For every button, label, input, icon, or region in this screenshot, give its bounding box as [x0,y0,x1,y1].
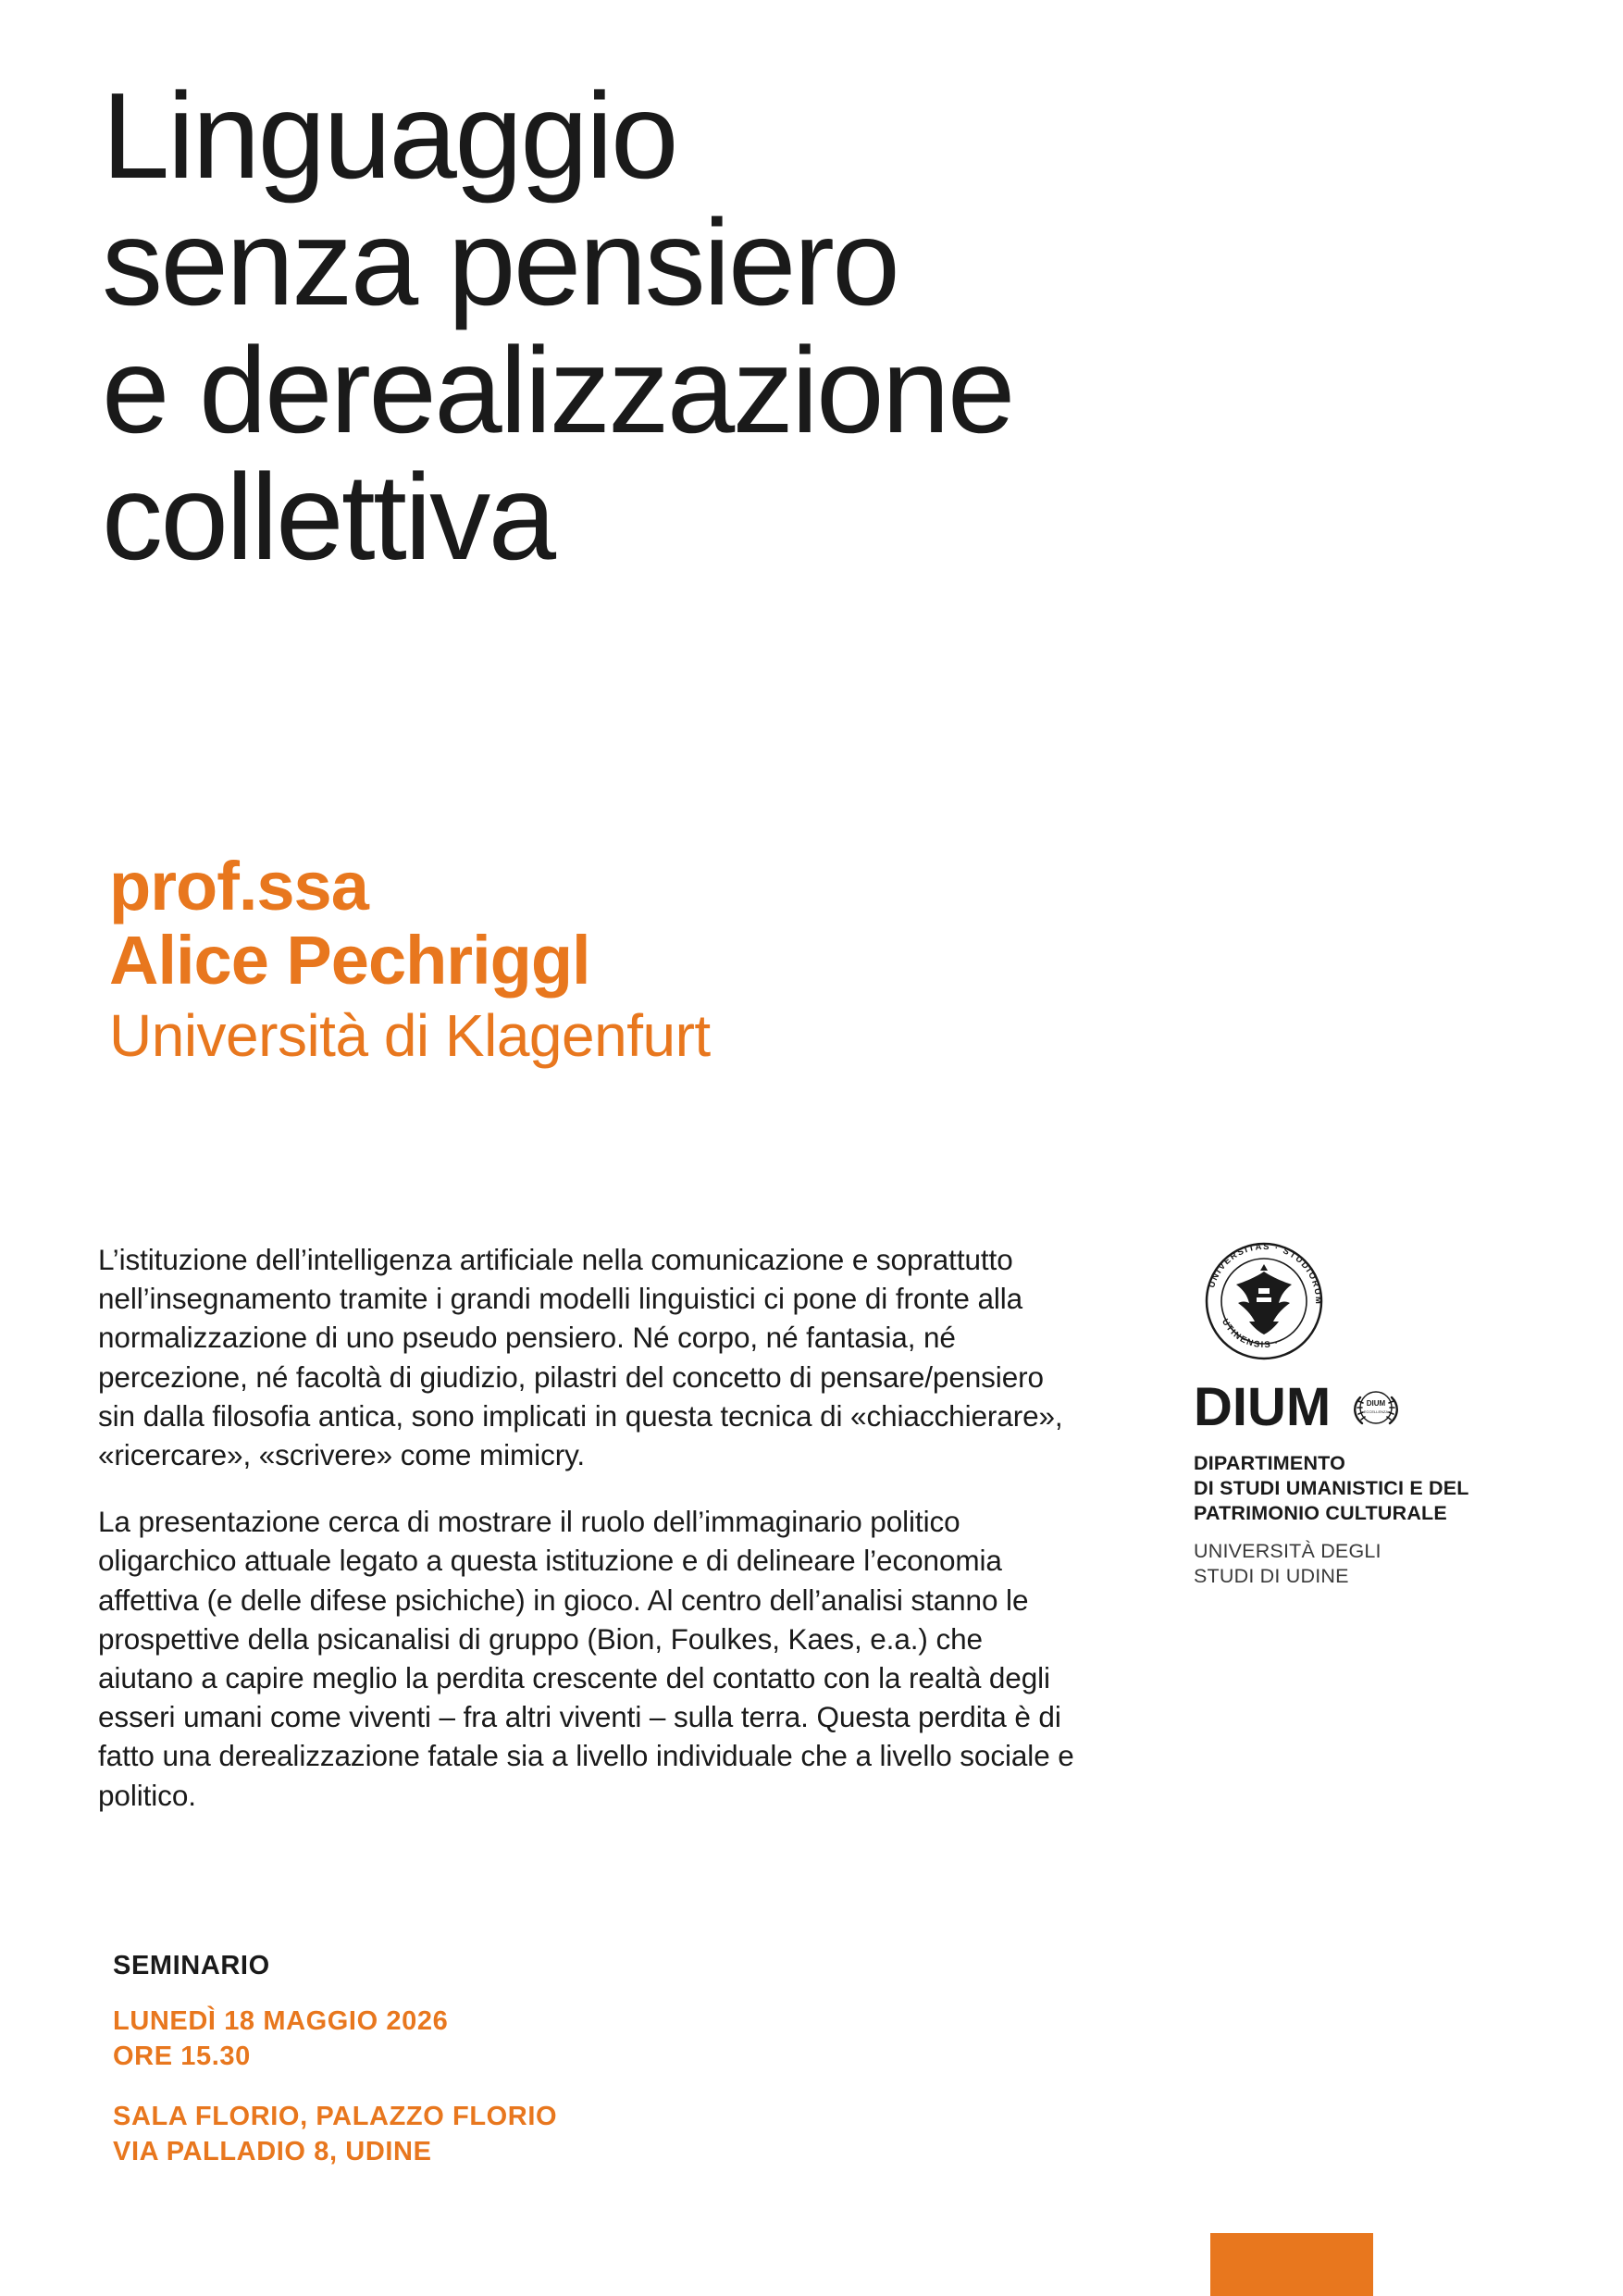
department-line-3: PATRIMONIO CULTURALE [1194,1502,1447,1525]
dium-acronym: DIUM [1194,1377,1332,1437]
abstract-paragraph-2: La presentazione cerca di mostrare il ruolo dell’immaginario politico oligarchico attuale legato a questa istituzione e di delineare l’economia affettiva (e delle difese psichiche) in gioco. Al centro dell’analisi stanno le prospettive della psicanalisi di gruppo (Bion, Foulkes, Kaes, e.a.) che aiutano a capire meglio la perdita crescente del contatto con la realtà degli esseri umani come viventi – fra altri viventi – sulla terra. Questa perdita è di fatto una derealizzazione fatale sia a livello individuale che a livello sociale e politico. [98,1505,1074,1812]
speaker-name: Alice Pechriggl [109,921,590,999]
dium-logo-row [1194,1379,1564,1436]
bottom-accent-mark [1210,2233,1373,2296]
abstract-text [98,1240,1079,1815]
event-time: ORE 15.30 [113,2042,251,2072]
event-address: VIA PALLADIO 8, UDINE [113,2136,432,2166]
event-date: LUNEDÌ 18 MAGGIO 2026 [113,2006,449,2036]
department-line-2: DI STUDI UMANISTICI E DEL [1194,1477,1469,1500]
speaker-role: prof.ssa [109,848,368,925]
dium-seal-icon [1347,1379,1405,1436]
event-type-label: SEMINARIO [113,1951,270,1980]
title-line-4: collettiva [102,448,554,585]
event-details [113,1951,1038,2169]
event-datetime [113,2004,1038,2075]
university-name [1194,1539,1564,1589]
svg-text:DIUM: DIUM [1366,1399,1386,1408]
event-venue: SALA FLORIO, PALAZZO FLORIO [113,2101,558,2131]
page-title [102,68,1508,585]
svg-text:ECCELLENZA: ECCELLENZA [1364,1409,1389,1414]
svg-text:UNIVERSITAS · STUDIORUM: UNIVERSITAS · STUDIORUM [1207,1241,1324,1306]
university-line-2: STUDI DI UDINE [1194,1565,1349,1588]
title-line-2: senza pensiero [102,194,898,331]
speaker-affiliation: Università di Klagenfurt [109,1001,711,1069]
university-line-1: UNIVERSITÀ DEGLI [1194,1540,1381,1563]
svg-text:UTINENSIS ·: UTINENSIS · [1219,1317,1282,1351]
speaker-block [109,850,1220,1071]
title-line-1: Linguaggio [102,68,676,204]
department-line-1: DIPARTIMENTO [1194,1452,1346,1474]
department-name [1194,1451,1564,1526]
title-line-3: e derealizzazione [102,321,1013,458]
university-crest-icon [1194,1231,1334,1371]
event-location [113,2099,1038,2170]
abstract-paragraph-1: L’istituzione dell’intelligenza artificiale nella comunicazione e soprattutto nell’insegnamento tramite i grandi modelli linguistici ci pone di fronte alla normalizzazione di uno pseudo pensiero. Né corpo, né fantasia, né percezione, né facoltà di giudizio, pilastri del concetto di pensare/pensiero sin dalla filosofia antica, sono implicati in questa tecnica di «chiacchierare», «ricercare», «scrivere» come mimicry. [98,1243,1063,1472]
institution-logo-block [1194,1231,1564,1589]
